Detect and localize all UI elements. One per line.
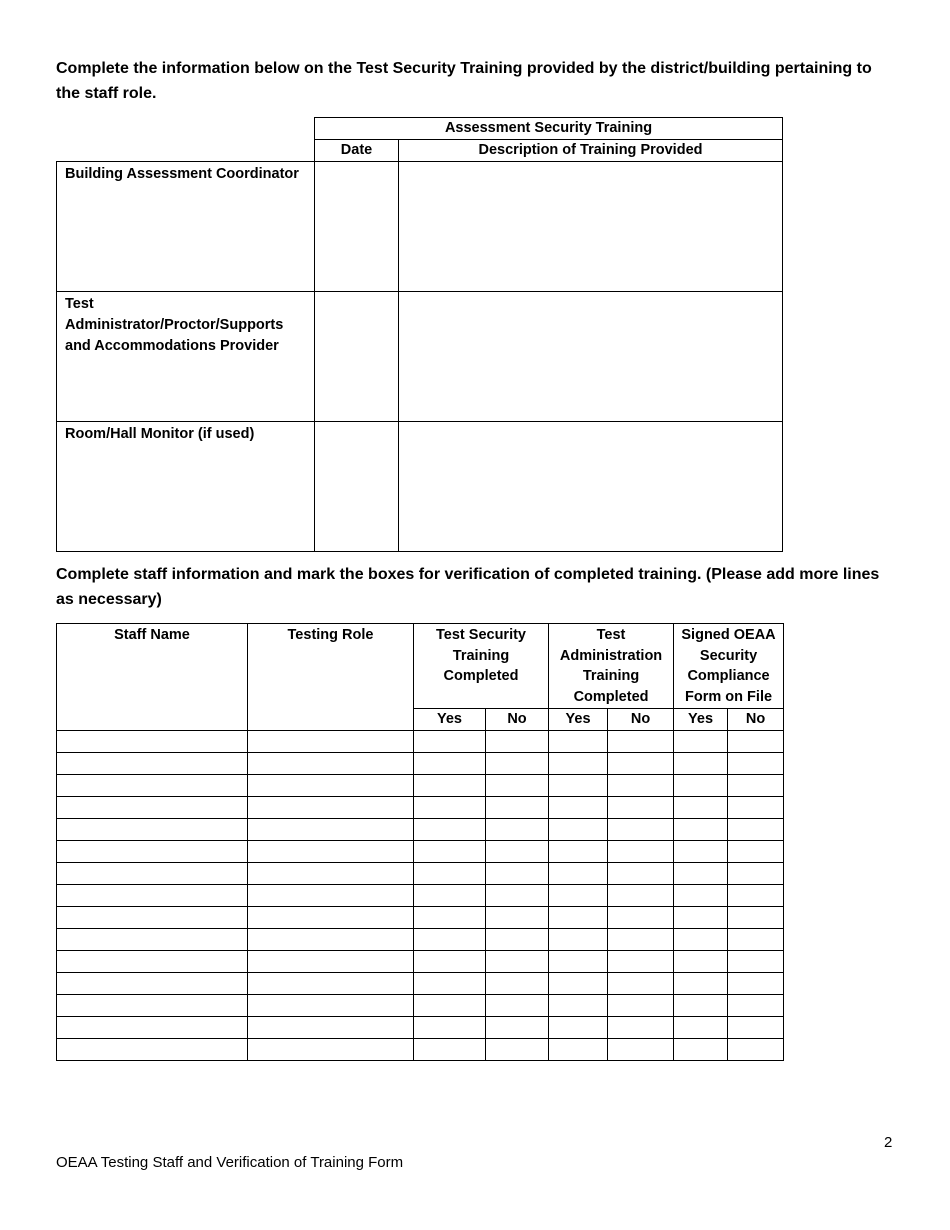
testing-role-cell[interactable] xyxy=(248,774,414,796)
admin-no-cell[interactable] xyxy=(608,818,674,840)
date-cell[interactable] xyxy=(315,162,399,292)
staff-row xyxy=(57,818,784,840)
staff-name-header: Staff Name xyxy=(57,624,248,731)
compliance-no-cell[interactable] xyxy=(728,950,784,972)
testing-role-cell[interactable] xyxy=(248,1038,414,1060)
admin-no-cell[interactable] xyxy=(608,862,674,884)
testing-role-cell[interactable] xyxy=(248,796,414,818)
testing-role-cell[interactable] xyxy=(248,972,414,994)
security-yes-cell[interactable] xyxy=(414,950,486,972)
compliance-no-cell[interactable] xyxy=(728,818,784,840)
security-no-header: No xyxy=(486,708,549,730)
testing-role-cell[interactable] xyxy=(248,884,414,906)
admin-yes-cell[interactable] xyxy=(549,730,608,752)
security-yes-cell[interactable] xyxy=(414,972,486,994)
security-no-cell[interactable] xyxy=(486,730,549,752)
testing-role-cell[interactable] xyxy=(248,730,414,752)
staff-row xyxy=(57,1016,784,1038)
footer-form-title: OEAA Testing Staff and Verification of Training Form xyxy=(56,1154,404,1171)
compliance-yes-cell[interactable] xyxy=(674,796,728,818)
admin-no-cell[interactable] xyxy=(608,906,674,928)
security-yes-cell[interactable] xyxy=(414,774,486,796)
compliance-no-header: No xyxy=(728,708,784,730)
date-cell[interactable] xyxy=(315,422,399,552)
staff-name-cell[interactable] xyxy=(57,1038,248,1060)
compliance-yes-cell[interactable] xyxy=(674,928,728,950)
staff-name-cell[interactable] xyxy=(57,818,248,840)
staff-row xyxy=(57,950,784,972)
compliance-yes-cell[interactable] xyxy=(674,752,728,774)
security-yes-cell[interactable] xyxy=(414,730,486,752)
security-yes-cell[interactable] xyxy=(414,862,486,884)
role-label: Room/Hall Monitor (if used) xyxy=(57,422,315,552)
admin-no-cell[interactable] xyxy=(608,774,674,796)
compliance-no-cell[interactable] xyxy=(728,774,784,796)
compliance-no-cell[interactable] xyxy=(728,884,784,906)
date-column-header: Date xyxy=(315,140,399,162)
security-no-cell[interactable] xyxy=(486,752,549,774)
admin-yes-cell[interactable] xyxy=(549,796,608,818)
staff-row xyxy=(57,1038,784,1060)
testing-role-header: Testing Role xyxy=(248,624,414,731)
admin-no-cell[interactable] xyxy=(608,928,674,950)
admin-no-cell[interactable] xyxy=(608,972,674,994)
training-instructions: Complete the information below on the Test Security Training provided by the district/building pertaining to the staff role. xyxy=(56,60,872,102)
admin-no-header: No xyxy=(608,708,674,730)
compliance-yes-cell[interactable] xyxy=(674,884,728,906)
staff-name-cell[interactable] xyxy=(57,972,248,994)
security-yes-cell[interactable] xyxy=(414,906,486,928)
staff-row xyxy=(57,862,784,884)
staff-name-cell[interactable] xyxy=(57,752,248,774)
compliance-no-cell[interactable] xyxy=(728,752,784,774)
staff-row xyxy=(57,972,784,994)
staff-row xyxy=(57,906,784,928)
staff-name-cell[interactable] xyxy=(57,906,248,928)
compliance-no-cell[interactable] xyxy=(728,796,784,818)
admin-yes-cell[interactable] xyxy=(549,994,608,1016)
staff-row xyxy=(57,752,784,774)
staff-row xyxy=(57,840,784,862)
admin-yes-cell[interactable] xyxy=(549,752,608,774)
blank-corner-cell xyxy=(57,118,315,162)
testing-role-cell[interactable] xyxy=(248,928,414,950)
security-yes-cell[interactable] xyxy=(414,840,486,862)
security-yes-cell[interactable] xyxy=(414,1038,486,1060)
training-row xyxy=(57,162,783,292)
compliance-yes-cell[interactable] xyxy=(674,972,728,994)
compliance-yes-cell[interactable] xyxy=(674,774,728,796)
admin-no-cell[interactable] xyxy=(608,994,674,1016)
security-no-cell[interactable] xyxy=(486,862,549,884)
description-cell[interactable] xyxy=(399,422,783,552)
admin-no-cell[interactable] xyxy=(608,884,674,906)
security-yes-cell[interactable] xyxy=(414,994,486,1016)
compliance-yes-cell[interactable] xyxy=(674,994,728,1016)
security-no-cell[interactable] xyxy=(486,774,549,796)
compliance-yes-cell[interactable] xyxy=(674,840,728,862)
description-column-header: Description of Training Provided xyxy=(399,140,783,162)
staff-name-cell[interactable] xyxy=(57,994,248,1016)
security-yes-cell[interactable] xyxy=(414,752,486,774)
admin-training-header: Test Administration Training Completed xyxy=(549,624,674,709)
compliance-yes-cell[interactable] xyxy=(674,1016,728,1038)
admin-yes-cell[interactable] xyxy=(549,1016,608,1038)
testing-role-cell[interactable] xyxy=(248,950,414,972)
admin-yes-cell[interactable] xyxy=(549,928,608,950)
admin-yes-cell[interactable] xyxy=(549,818,608,840)
compliance-no-cell[interactable] xyxy=(728,972,784,994)
admin-yes-cell[interactable] xyxy=(549,774,608,796)
compliance-no-cell[interactable] xyxy=(728,1016,784,1038)
security-no-cell[interactable] xyxy=(486,818,549,840)
staff-row xyxy=(57,928,784,950)
compliance-yes-header: Yes xyxy=(674,708,728,730)
description-cell[interactable] xyxy=(399,162,783,292)
compliance-no-cell[interactable] xyxy=(728,730,784,752)
testing-role-cell[interactable] xyxy=(248,862,414,884)
admin-no-cell[interactable] xyxy=(608,840,674,862)
admin-yes-cell[interactable] xyxy=(549,1038,608,1060)
security-no-cell[interactable] xyxy=(486,906,549,928)
staff-row xyxy=(57,994,784,1016)
staff-name-cell[interactable] xyxy=(57,862,248,884)
compliance-no-cell[interactable] xyxy=(728,862,784,884)
compliance-no-cell[interactable] xyxy=(728,840,784,862)
admin-yes-cell[interactable] xyxy=(549,906,608,928)
date-cell[interactable] xyxy=(315,292,399,422)
staff-verification-table xyxy=(56,623,784,1061)
admin-yes-cell[interactable] xyxy=(549,950,608,972)
admin-yes-cell[interactable] xyxy=(549,972,608,994)
staff-name-cell[interactable] xyxy=(57,1016,248,1038)
compliance-yes-cell[interactable] xyxy=(674,818,728,840)
security-no-cell[interactable] xyxy=(486,1016,549,1038)
role-label: Building Assessment Coordinator xyxy=(57,162,315,292)
admin-no-cell[interactable] xyxy=(608,950,674,972)
admin-yes-header: Yes xyxy=(549,708,608,730)
training-row xyxy=(57,292,783,422)
description-cell[interactable] xyxy=(399,292,783,422)
admin-no-cell[interactable] xyxy=(608,752,674,774)
compliance-yes-cell[interactable] xyxy=(674,906,728,928)
security-no-cell[interactable] xyxy=(486,884,549,906)
compliance-yes-cell[interactable] xyxy=(674,730,728,752)
security-training-header: Test Security Training Completed xyxy=(414,624,549,709)
admin-yes-cell[interactable] xyxy=(549,884,608,906)
compliance-no-cell[interactable] xyxy=(728,928,784,950)
admin-yes-cell[interactable] xyxy=(549,862,608,884)
admin-no-cell[interactable] xyxy=(608,796,674,818)
security-yes-cell[interactable] xyxy=(414,928,486,950)
staff-name-cell[interactable] xyxy=(57,774,248,796)
security-yes-cell[interactable] xyxy=(414,818,486,840)
compliance-yes-cell[interactable] xyxy=(674,862,728,884)
testing-role-cell[interactable] xyxy=(248,906,414,928)
security-no-cell[interactable] xyxy=(486,840,549,862)
compliance-no-cell[interactable] xyxy=(728,1038,784,1060)
testing-role-cell[interactable] xyxy=(248,752,414,774)
role-label: Test Administrator/Proctor/Supports and Accommodations Provider xyxy=(57,292,315,422)
staff-name-cell[interactable] xyxy=(57,840,248,862)
security-no-cell[interactable] xyxy=(486,928,549,950)
security-yes-cell[interactable] xyxy=(414,1016,486,1038)
compliance-form-header: Signed OEAA Security Compliance Form on File xyxy=(674,624,784,709)
page-number: 2 xyxy=(884,1134,893,1151)
security-yes-header: Yes xyxy=(414,708,486,730)
admin-yes-cell[interactable] xyxy=(549,840,608,862)
staff-instructions: Complete staff information and mark the boxes for verification of completed training. (Please add more lines as necessary) xyxy=(56,566,880,608)
assessment-security-training-header: Assessment Security Training xyxy=(315,118,783,140)
staff-row xyxy=(57,884,784,906)
compliance-yes-cell[interactable] xyxy=(674,1038,728,1060)
staff-name-cell[interactable] xyxy=(57,884,248,906)
compliance-yes-cell[interactable] xyxy=(674,950,728,972)
staff-name-cell[interactable] xyxy=(57,950,248,972)
admin-no-cell[interactable] xyxy=(608,1038,674,1060)
security-no-cell[interactable] xyxy=(486,1038,549,1060)
staff-name-cell[interactable] xyxy=(57,928,248,950)
assessment-security-training-table xyxy=(56,117,783,552)
staff-row xyxy=(57,774,784,796)
security-no-cell[interactable] xyxy=(486,994,549,1016)
staff-row xyxy=(57,730,784,752)
staff-name-cell[interactable] xyxy=(57,730,248,752)
security-yes-cell[interactable] xyxy=(414,796,486,818)
security-no-cell[interactable] xyxy=(486,972,549,994)
testing-role-cell[interactable] xyxy=(248,818,414,840)
security-yes-cell[interactable] xyxy=(414,884,486,906)
staff-name-cell[interactable] xyxy=(57,796,248,818)
staff-row xyxy=(57,796,784,818)
compliance-no-cell[interactable] xyxy=(728,906,784,928)
admin-no-cell[interactable] xyxy=(608,730,674,752)
training-row xyxy=(57,422,783,552)
staff-rows xyxy=(57,730,784,1060)
security-no-cell[interactable] xyxy=(486,796,549,818)
testing-role-cell[interactable] xyxy=(248,840,414,862)
security-no-cell[interactable] xyxy=(486,950,549,972)
admin-no-cell[interactable] xyxy=(608,1016,674,1038)
compliance-no-cell[interactable] xyxy=(728,994,784,1016)
testing-role-cell[interactable] xyxy=(248,1016,414,1038)
testing-role-cell[interactable] xyxy=(248,994,414,1016)
